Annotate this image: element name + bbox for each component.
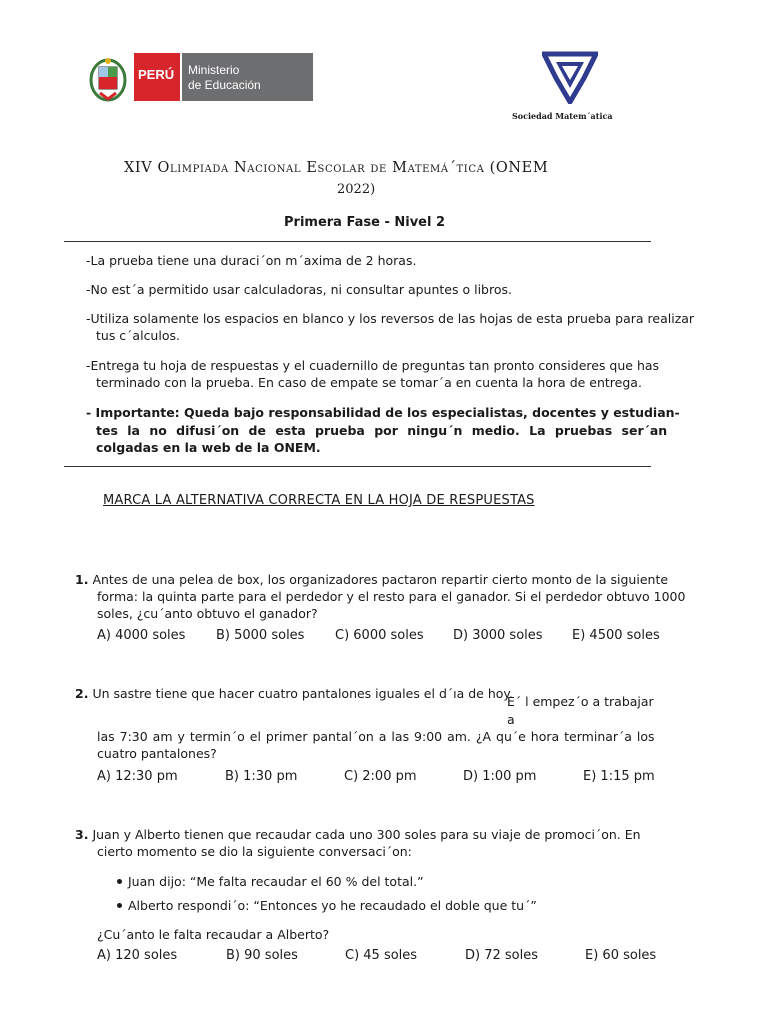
question-2-line1: Un sastre tiene que hacer cuatro pantalones iguales el d´ıa de hoy. bbox=[92, 686, 513, 701]
question-1-number: 1. bbox=[75, 572, 89, 587]
sociedad-matematica-logo-icon bbox=[542, 50, 598, 104]
top-rule bbox=[64, 241, 651, 242]
question-2-number: 2. bbox=[75, 686, 89, 701]
rule-1-text: -La prueba tiene una duraci´on m´axima de 2 horas. bbox=[86, 253, 417, 268]
bullet-dot-2 bbox=[117, 903, 122, 908]
question-2-line2: las 7:30 am y termin´o el primer pantal´on a las 9:00 am. ¿A qu´e hora terminar´a los bbox=[97, 729, 655, 744]
question-3-line1: Juan y Alberto tienen que recaudar cada uno 300 soles para su viaje de promoci´on. En bbox=[92, 827, 641, 842]
q1-option-d[interactable]: D) 3000 soles bbox=[453, 628, 543, 643]
page-title-year: 2022) bbox=[337, 182, 376, 197]
q1-option-a[interactable]: A) 4000 soles bbox=[97, 628, 186, 643]
society-label: Sociedad Matem´atica bbox=[512, 111, 613, 121]
rule-3 bbox=[86, 310, 694, 344]
important-line2: tes la no difusi´on de esta prueba por ningu´n medio. La pruebas ser´an bbox=[96, 422, 668, 438]
q3-option-e[interactable]: E) 60 soles bbox=[585, 948, 657, 963]
q2-option-d[interactable]: D) 1:00 pm bbox=[463, 769, 537, 784]
question-1 bbox=[75, 571, 685, 622]
q3-option-d[interactable]: D) 72 soles bbox=[465, 948, 538, 963]
rule-3-text-cont: tus c´alculos. bbox=[96, 328, 180, 343]
ministry-line1: Ministerio bbox=[188, 63, 240, 77]
peru-coat-of-arms-icon bbox=[88, 55, 128, 103]
rule-2 bbox=[86, 281, 512, 298]
question-3 bbox=[75, 826, 641, 860]
q1-option-c[interactable]: C) 6000 soles bbox=[335, 628, 424, 643]
important-line3: colgadas en la web de la ONEM. bbox=[96, 440, 321, 455]
question-2-line1c: a bbox=[507, 712, 515, 727]
peru-label: PERÚ bbox=[138, 67, 175, 82]
question-2-line1b: E´ l empez´o a trabajar bbox=[507, 694, 654, 709]
question-1-line1: Antes de una pelea de box, los organizadores pactaron repartir cierto monto de la siguiente bbox=[92, 572, 669, 587]
q3-option-a[interactable]: A) 120 soles bbox=[97, 948, 178, 963]
ministry-line2: de Educación bbox=[188, 78, 261, 92]
q2-option-e[interactable]: E) 1:15 pm bbox=[583, 769, 655, 784]
question-2 bbox=[75, 685, 513, 702]
rule-4 bbox=[86, 357, 659, 391]
rule-1 bbox=[86, 252, 416, 269]
q2-option-a[interactable]: A) 12:30 pm bbox=[97, 769, 178, 784]
q3-option-b[interactable]: B) 90 soles bbox=[226, 948, 298, 963]
page-subtitle: Primera Fase - Nivel 2 bbox=[284, 215, 446, 230]
question-3-number: 3. bbox=[75, 827, 89, 842]
page-title: XIV Olimpiada Nacional Escolar de Matemá´tica (ONEM bbox=[124, 160, 549, 176]
bullet-dot-1 bbox=[117, 879, 122, 884]
instruction-heading: MARCA LA ALTERNATIVA CORRECTA EN LA HOJA DE RESPUESTAS bbox=[103, 493, 535, 508]
q2-option-c[interactable]: C) 2:00 pm bbox=[344, 769, 417, 784]
question-3-bullet-1: Juan dijo: “Me falta recaudar el 60 % del total.” bbox=[128, 874, 424, 889]
rule-4-text-cont: terminado con la prueba. En caso de empate se tomar´a en cuenta la hora de entrega. bbox=[96, 375, 642, 390]
q1-option-e[interactable]: E) 4500 soles bbox=[572, 628, 660, 643]
q2-option-b[interactable]: B) 1:30 pm bbox=[225, 769, 298, 784]
rule-4-text: -Entrega tu hoja de respuestas y el cuadernillo de preguntas tan pronto consideres que has bbox=[86, 358, 660, 373]
important-note bbox=[86, 404, 680, 457]
question-3-prompt: ¿Cu´anto le falta recaudar a Alberto? bbox=[97, 927, 330, 942]
question-3-line2: cierto momento se dio la siguiente conversaci´on: bbox=[97, 844, 412, 859]
q1-option-b[interactable]: B) 5000 soles bbox=[216, 628, 305, 643]
question-1-line2: forma: la quinta parte para el perdedor y el resto para el ganador. Si el perdedor obtuvo 1000 bbox=[97, 589, 686, 604]
question-1-line3: soles, ¿cu´anto obtuvo el ganador? bbox=[97, 606, 318, 621]
q3-option-c[interactable]: C) 45 soles bbox=[345, 948, 418, 963]
question-2-line3: cuatro pantalones? bbox=[97, 746, 217, 761]
peru-badge bbox=[134, 53, 180, 101]
rule-3-text: -Utiliza solamente los espacios en blanco y los reversos de las hojas de esta prueba para realizar bbox=[86, 311, 695, 326]
ministry-badge bbox=[182, 53, 313, 101]
important-line1: - Importante: Queda bajo responsabilidad de los especialistas, docentes y estudian- bbox=[86, 405, 680, 420]
question-3-bullet-2: Alberto respondi´o: “Entonces yo he recaudado el doble que tu´” bbox=[128, 898, 537, 913]
bottom-rule bbox=[64, 466, 651, 467]
rule-2-text: -No est´a permitido usar calculadoras, ni consultar apuntes o libros. bbox=[86, 282, 512, 297]
